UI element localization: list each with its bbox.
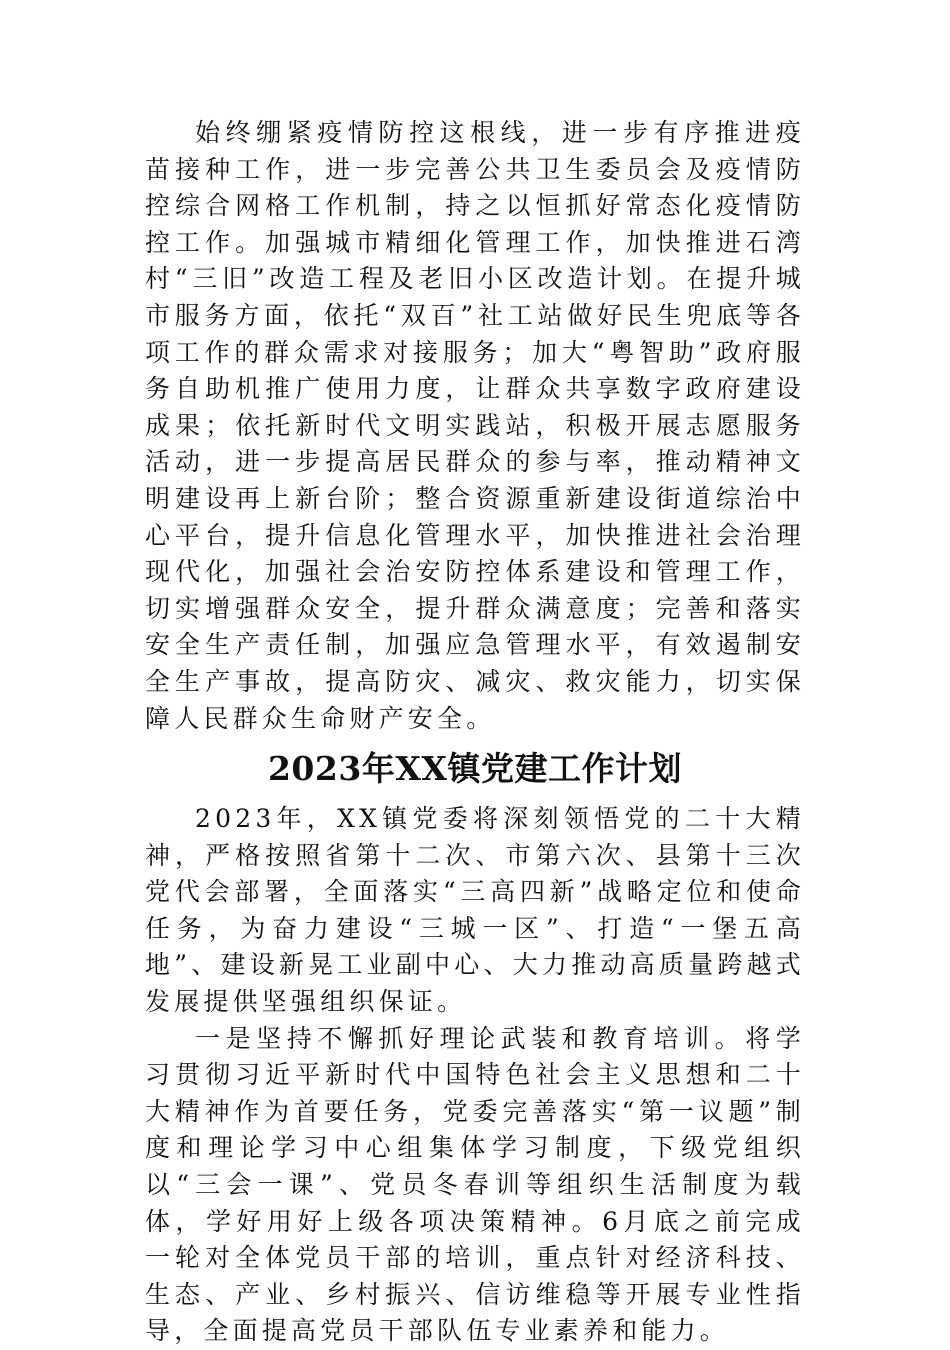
paragraph-theory-training: 一是坚持不懈抓好理论武装和教育培训。将学习贯彻习近平新时代中国特色社会主义思想和二十大精神作为首要任务，党委完善落实“第一议题”制度和理论学习中心组集体学习制度，下级党组织以“三会一课”、党员冬春训等组织生活制度为载体，学好用好上级各项决策精神。6月底之前完成一轮对全体党员干部的培训，重点针对经济科技、生态、产业、乡村振兴、信访维稳等开展专业性指导，全面提高党员干部队伍专业素养和能力。 <box>145 1023 805 1346</box>
paragraph-intro: 2023年，XX镇党委将深刻领悟党的二十大精神，严格按照省第十二次、市第六次、县第十三次党代会部署，全面落实“三高四新”战略定位和使命任务，为奋力建设“三城一区”、打造“一堡五高地”、建设新晃工业副中心、大力推动高质量跨越式发展提供坚强组织保证。 <box>145 804 805 1017</box>
document-title: 2023年XX镇党建工作计划 <box>267 749 683 789</box>
paragraph-epidemic-and-governance: 始终绷紧疫情防控这根线，进一步有序推进疫苗接种工作，进一步完善公共卫生委员会及疫情防控综合网格工作机制，持之以恒抓好常态化疫情防控工作。加强城市精细化管理工作，加快推进石湾村“三旧”改造工程及老旧小区改造计划。在提升城市服务方面，依托“双百”社工站做好民生兜底等各项工作的群众需求对接服务；加大“粤智助”政府服务自助机推广使用力度，让群众共享数字政府建设成果；依托新时代文明实践站，积极开展志愿服务活动，进一步提高居民群众的参与率，推动精神文明建设再上新台阶；整合资源重新建设街道综治中心平台，提升信息化管理水平，加快推进社会治理现代化，加强社会治安防控体系建设和管理工作，切实增强群众安全，提升群众满意度；完善和落实安全生产责任制，加强应急管理水平，有效遏制安全生产事故，提高防灾、减灾、救灾能力，切实保障人民群众生命财产安全。 <box>145 118 805 733</box>
document-body <box>145 115 805 1350</box>
